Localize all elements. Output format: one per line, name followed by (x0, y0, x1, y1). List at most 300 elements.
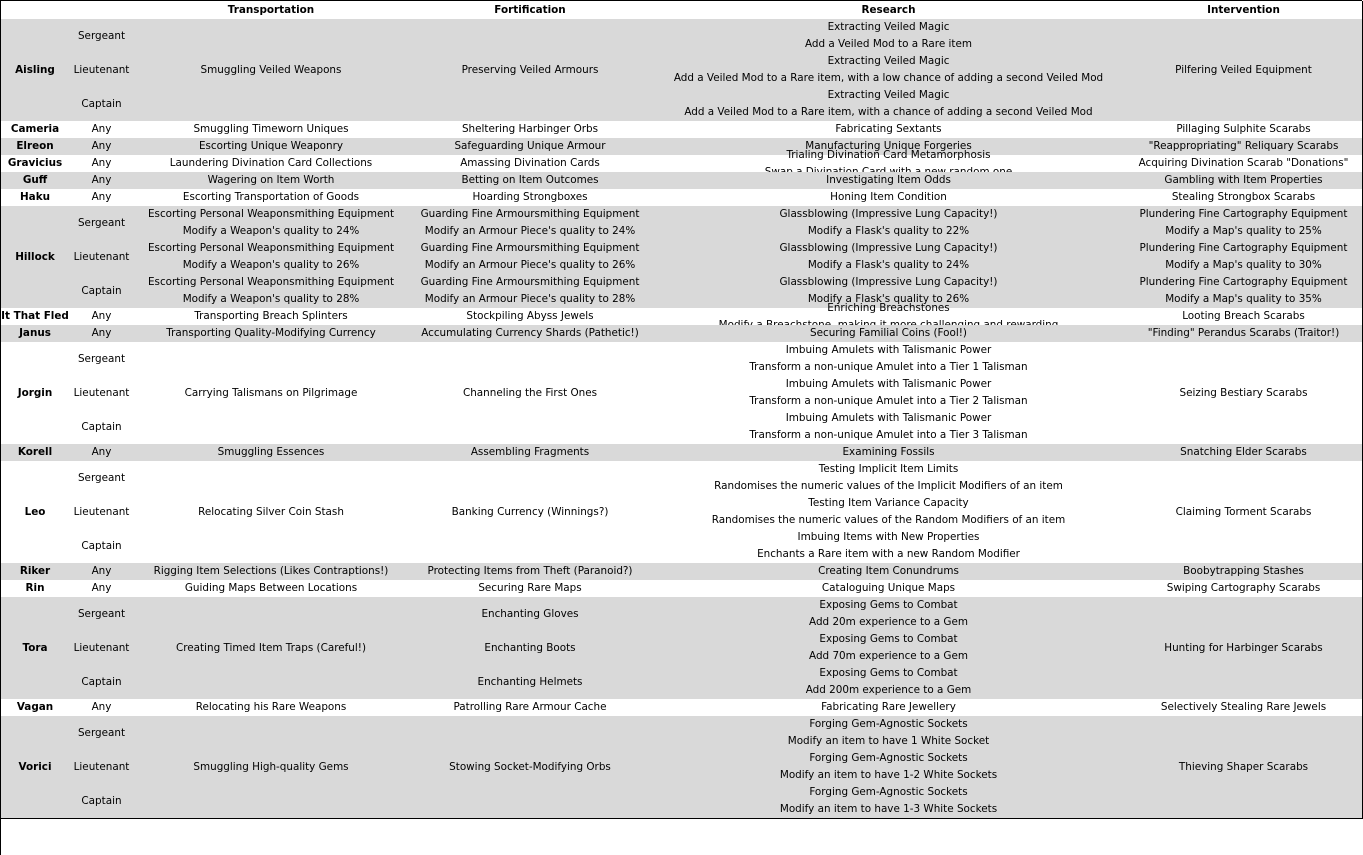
header-transportation-line: Transportation (227, 3, 315, 16)
intervention-text: Plundering Fine Cartography Equipment (1139, 276, 1348, 288)
member-name (1, 342, 70, 445)
transportation-text: Smuggling Veiled Weapons (200, 63, 342, 76)
research-cell (652, 206, 1126, 241)
intervention-cell (1125, 325, 1363, 343)
rank-label (69, 274, 135, 309)
fortification-cell (408, 308, 653, 326)
fortification-text: Modify an Armour Piece's quality to 24% (424, 225, 636, 237)
header-blank (69, 1, 135, 20)
intervention-text: Boobytrapping Stashes (1183, 565, 1304, 577)
research-text: Testing Item Variance Capacity (808, 497, 969, 509)
research-text: Extracting Veiled Magic (827, 89, 950, 101)
intervention-cell (1125, 308, 1363, 326)
rank-label (69, 784, 135, 819)
research-cell (652, 87, 1126, 122)
rank-label-line: Sergeant (77, 726, 126, 739)
rank-label-line: Any (91, 565, 112, 577)
intervention-text: Pilfering Veiled Equipment (1175, 63, 1312, 76)
research-text: Exposing Gems to Combat (819, 667, 958, 679)
rank-label (69, 155, 135, 173)
rank-label-line: Captain (81, 539, 122, 552)
fortification-cell (408, 699, 653, 717)
intervention-cell (1125, 461, 1363, 564)
rank-label-line: Any (91, 327, 112, 339)
rank-label (69, 410, 135, 445)
research-text: Imbuing Amulets with Talismanic Power (785, 378, 992, 390)
intervention-text: Gambling with Item Properties (1164, 174, 1323, 186)
transportation-text: Carrying Talismans on Pilgrimage (184, 386, 358, 399)
rank-label-line: Captain (81, 284, 122, 297)
transportation-text: Escorting Transportation of Goods (182, 191, 360, 203)
fortification-cell (408, 444, 653, 462)
transportation-cell (134, 206, 409, 241)
member-name (1, 716, 70, 819)
rank-label (69, 206, 135, 241)
fortification-text: Modify an Armour Piece's quality to 28% (424, 293, 636, 305)
research-text: Honing Item Condition (830, 191, 947, 203)
research-cell (652, 495, 1126, 530)
fortification-cell (408, 716, 653, 819)
rank-label-line: Any (91, 191, 112, 203)
research-text: Creating Item Conundrums (818, 565, 959, 577)
transportation-cell (134, 342, 409, 445)
rank-label (69, 87, 135, 122)
transportation-text: Creating Timed Item Traps (Careful!) (175, 641, 367, 654)
research-text: Glassblowing (Impressive Lung Capacity!) (779, 208, 998, 220)
rank-label-line: Lieutenant (73, 641, 130, 654)
transportation-text: Relocating his Rare Weapons (195, 701, 347, 713)
member-name (1, 580, 70, 598)
research-cell (652, 325, 1126, 343)
research-text: Modify a Flask's quality to 22% (807, 225, 970, 237)
rank-label-line: Any (91, 310, 112, 322)
intervention-cell (1125, 19, 1363, 122)
rank-label-line: Lieutenant (73, 63, 130, 76)
fortification-text: Stockpiling Abyss Jewels (466, 310, 594, 322)
intervention-text: Acquiring Divination Scarab "Donations" (1138, 157, 1349, 169)
intervention-cell (1125, 597, 1363, 700)
research-text: Modify an item to have 1-3 White Sockets (779, 803, 998, 815)
rank-label (69, 172, 135, 190)
research-text: Investigating Item Odds (826, 174, 951, 186)
intervention-text: Plundering Fine Cartography Equipment (1139, 242, 1348, 254)
member-name (1, 189, 70, 207)
transportation-cell (134, 121, 409, 139)
fortification-cell (408, 580, 653, 598)
intervention-cell (1125, 580, 1363, 598)
rank-label (69, 376, 135, 411)
rank-label (69, 580, 135, 598)
research-text: Randomises the numeric values of the Random Modifiers of an item (711, 514, 1066, 526)
intervention-text: Modify a Map's quality to 35% (1165, 293, 1322, 305)
fortification-cell (408, 325, 653, 343)
fortification-cell (408, 155, 653, 173)
rank-label (69, 665, 135, 700)
fortification-text: Sheltering Harbinger Orbs (461, 123, 599, 135)
fortification-cell (408, 19, 653, 122)
member-name (1, 308, 70, 326)
intervention-cell (1125, 274, 1363, 309)
research-cell (652, 301, 1126, 326)
research-cell (652, 189, 1126, 207)
research-text: Exposing Gems to Combat (819, 633, 958, 645)
research-text: Testing Implicit Item Limits (818, 463, 959, 475)
member-name-line: Guff (22, 174, 48, 186)
header-blank (1, 1, 70, 20)
research-text: Imbuing Items with New Properties (797, 531, 980, 543)
research-text: Add 20m experience to a Gem (809, 616, 968, 628)
rank-label-line: Sergeant (77, 216, 126, 229)
research-text: Add 70m experience to a Gem (809, 650, 968, 662)
research-cell (652, 631, 1126, 666)
rank-label-line: Any (91, 157, 112, 169)
fortification-text: Patrolling Rare Armour Cache (453, 701, 607, 713)
fortification-cell (408, 240, 653, 275)
member-name-line: It That Fled (1, 310, 69, 322)
intervention-cell (1125, 206, 1363, 241)
research-cell (652, 580, 1126, 598)
intervention-text: Selectively Stealing Rare Jewels (1160, 701, 1327, 713)
rank-label-line: Captain (81, 420, 122, 433)
research-text: Extracting Veiled Magic (827, 55, 950, 67)
research-text: Modify a Flask's quality to 26% (807, 293, 970, 305)
fortification-cell (408, 597, 653, 632)
research-cell (652, 699, 1126, 717)
research-text: Enriching Breachstones (827, 301, 950, 314)
transportation-text: Transporting Quality-Modifying Currency (166, 327, 376, 339)
intervention-text: Hunting for Harbinger Scarabs (1164, 641, 1323, 654)
fortification-text: Securing Rare Maps (478, 582, 582, 594)
fortification-text: Channeling the First Ones (462, 386, 598, 399)
fortification-cell (408, 274, 653, 309)
fortification-text: Enchanting Gloves (481, 607, 579, 620)
intervention-cell (1125, 563, 1363, 581)
fortification-cell (408, 189, 653, 207)
intervention-text: Thieving Shaper Scarabs (1178, 760, 1309, 773)
rank-label-line: Sergeant (77, 607, 126, 620)
member-name (1, 563, 70, 581)
research-cell (652, 172, 1126, 190)
research-text: Exposing Gems to Combat (819, 599, 958, 611)
rank-label-line: Captain (81, 675, 122, 688)
fortification-text: Enchanting Boots (484, 641, 576, 654)
research-cell (652, 750, 1126, 785)
rank-label (69, 495, 135, 530)
research-cell (652, 784, 1126, 819)
member-name-line: Leo (24, 505, 46, 518)
research-text: Enchants a Rare item with a new Random Modifier (757, 548, 1020, 560)
header-research-line: Research (861, 3, 916, 16)
intervention-cell (1125, 121, 1363, 139)
fortification-text: Stowing Socket-Modifying Orbs (449, 760, 611, 773)
research-text: Add a Veiled Mod to a Rare item, with a chance of adding a second Veiled Mod (684, 106, 1093, 118)
transportation-text: Modify a Weapon's quality to 28% (182, 293, 360, 305)
research-cell (652, 19, 1126, 54)
intervention-text: Looting Breach Scarabs (1182, 310, 1305, 322)
intervention-cell (1125, 240, 1363, 275)
member-name-line: Elreon (16, 140, 54, 152)
member-name (1, 155, 70, 173)
fortification-text: Guarding Fine Armoursmithing Equipment (420, 208, 640, 220)
fortification-cell (408, 461, 653, 564)
intervention-text: "Reappropriating" Reliquary Scarabs (1148, 140, 1339, 152)
research-text: Glassblowing (Impressive Lung Capacity!) (779, 276, 998, 288)
rank-label-line: Lieutenant (73, 250, 130, 263)
member-name (1, 206, 70, 309)
research-text: Imbuing Amulets with Talismanic Power (785, 344, 992, 356)
research-text: Imbuing Amulets with Talismanic Power (785, 412, 992, 424)
rank-label-line: Any (91, 123, 112, 135)
intervention-text: Stealing Strongbox Scarabs (1171, 191, 1316, 203)
transportation-cell (134, 580, 409, 598)
transportation-cell (134, 461, 409, 564)
transportation-cell (134, 716, 409, 819)
transportation-cell (134, 189, 409, 207)
rank-label-line: Lieutenant (73, 505, 130, 518)
research-cell (652, 597, 1126, 632)
research-text: Randomises the numeric values of the Implicit Modifiers of an item (714, 480, 1063, 492)
member-name (1, 138, 70, 156)
intervention-text: Snatching Elder Scarabs (1180, 446, 1307, 458)
transportation-text: Modify a Weapon's quality to 24% (182, 225, 360, 237)
member-name (1, 19, 70, 122)
research-text: Transform a non-unique Amulet into a Tier 1 Talisman (749, 361, 1028, 373)
intervention-cell (1125, 138, 1363, 156)
rank-label-line: Any (91, 174, 112, 186)
member-name-line: Jorgin (17, 386, 53, 399)
transportation-cell (134, 240, 409, 275)
rank-label-line: Any (91, 701, 112, 713)
research-text: Fabricating Rare Jewellery (821, 701, 956, 713)
transportation-text: Relocating Silver Coin Stash (198, 505, 344, 518)
transportation-cell (134, 597, 409, 700)
fortification-cell (408, 172, 653, 190)
research-cell (652, 410, 1126, 445)
fortification-text: Amassing Divination Cards (460, 157, 600, 169)
research-text: Add 200m experience to a Gem (805, 684, 972, 696)
header-transportation (134, 1, 409, 20)
intervention-text: Claiming Torment Scarabs (1175, 505, 1312, 518)
research-text: Forging Gem-Agnostic Sockets (809, 786, 968, 798)
transportation-text: Guiding Maps Between Locations (184, 582, 358, 594)
transportation-text: Escorting Personal Weaponsmithing Equipment (147, 208, 395, 220)
rank-label-line: Any (91, 582, 112, 594)
rank-label (69, 19, 135, 54)
transportation-text: Rigging Item Selections (Likes Contraptions!) (153, 565, 389, 577)
research-cell (652, 529, 1126, 564)
header-fortification (408, 1, 653, 20)
rank-label (69, 342, 135, 377)
intervention-text: Plundering Fine Cartography Equipment (1139, 208, 1348, 220)
header-research (652, 1, 1126, 20)
research-text: Securing Familial Coins (Fool!) (810, 327, 967, 339)
fortification-cell (408, 342, 653, 445)
transportation-cell (134, 308, 409, 326)
rank-label-line: Lieutenant (73, 760, 130, 773)
transportation-text: Wagering on Item Worth (207, 174, 335, 186)
member-name-line: Janus (19, 327, 51, 339)
fortification-cell (408, 206, 653, 241)
intervention-cell (1125, 444, 1363, 462)
fortification-cell (408, 631, 653, 666)
research-text: Trialing Divination Card Metamorphosis (786, 148, 991, 161)
intervention-cell (1125, 172, 1363, 190)
transportation-cell (134, 444, 409, 462)
member-name-line: Gravicius (7, 157, 63, 169)
member-name-line: Riker (19, 565, 51, 577)
transportation-cell (134, 274, 409, 309)
fortification-cell (408, 563, 653, 581)
member-name (1, 325, 70, 343)
fortification-text: Safeguarding Unique Armour (454, 140, 606, 152)
rank-label (69, 444, 135, 462)
member-name-line: Vagan (16, 701, 54, 713)
rank-label (69, 121, 135, 139)
member-name-line: Haku (19, 191, 50, 203)
rank-label-line: Lieutenant (73, 386, 130, 399)
member-name (1, 461, 70, 564)
research-text: Fabricating Sextants (835, 123, 942, 135)
rank-label (69, 325, 135, 343)
transportation-text: Escorting Personal Weaponsmithing Equipment (147, 276, 395, 288)
rank-label-line: Sergeant (77, 352, 126, 365)
intervention-text: Swiping Cartography Scarabs (1166, 582, 1321, 594)
intervention-cell (1125, 189, 1363, 207)
intervention-cell (1125, 155, 1363, 173)
transportation-cell (134, 155, 409, 173)
transportation-cell (134, 699, 409, 717)
transportation-cell (134, 138, 409, 156)
intervention-text: Modify a Map's quality to 30% (1165, 259, 1322, 271)
member-name (1, 597, 70, 700)
rank-label (69, 529, 135, 564)
header-fortification-line: Fortification (494, 3, 566, 16)
member-name-line: Rin (25, 582, 45, 594)
fortification-text: Modify an Armour Piece's quality to 26% (424, 259, 636, 271)
research-cell (652, 716, 1126, 751)
fortification-text: Hoarding Strongboxes (472, 191, 588, 203)
member-name-line: Tora (22, 641, 48, 654)
research-text: Modify an item to have 1 White Socket (787, 735, 990, 747)
rank-label (69, 138, 135, 156)
rank-label (69, 597, 135, 632)
transportation-text: Smuggling High-quality Gems (193, 760, 349, 773)
research-text: Examining Fossils (842, 446, 935, 458)
member-name (1, 121, 70, 139)
transportation-text: Modify a Weapon's quality to 26% (182, 259, 360, 271)
fortification-text: Enchanting Helmets (477, 675, 583, 688)
research-text: Add a Veiled Mod to a Rare item, with a low chance of adding a second Veiled Mod (673, 72, 1104, 84)
member-name-line: Hillock (15, 250, 55, 263)
research-text: Manufacturing Unique Forgeries (805, 140, 972, 152)
fortification-cell (408, 138, 653, 156)
intervention-text: Seizing Bestiary Scarabs (1179, 386, 1308, 399)
intervention-text: "Finding" Perandus Scarabs (Traitor!) (1147, 327, 1340, 339)
fortification-text: Banking Currency (Winnings?) (451, 505, 609, 518)
research-text: Modify a Flask's quality to 24% (807, 259, 970, 271)
transportation-cell (134, 19, 409, 122)
rank-label-line: Sergeant (77, 471, 126, 484)
rank-label-line: Captain (81, 97, 122, 110)
rank-label (69, 563, 135, 581)
research-text: Transform a non-unique Amulet into a Tier 3 Talisman (749, 429, 1028, 441)
rank-label (69, 631, 135, 666)
intervention-cell (1125, 342, 1363, 445)
member-name-line: Cameria (10, 123, 60, 135)
transportation-text: Transporting Breach Splinters (194, 310, 348, 322)
research-cell (652, 444, 1126, 462)
research-text: Glassblowing (Impressive Lung Capacity!) (779, 242, 998, 254)
rank-label (69, 716, 135, 751)
rank-label-line: Any (91, 140, 112, 152)
fortification-text: Guarding Fine Armoursmithing Equipment (420, 242, 640, 254)
research-cell (652, 121, 1126, 139)
fortification-text: Assembling Fragments (470, 446, 590, 458)
member-name (1, 172, 70, 190)
research-text: Extracting Veiled Magic (827, 21, 950, 33)
transportation-cell (134, 325, 409, 343)
fortification-text: Betting on Item Outcomes (461, 174, 599, 186)
rank-label-line: Any (91, 446, 112, 458)
rank-label (69, 461, 135, 496)
research-text: Modify an item to have 1-2 White Sockets (779, 769, 998, 781)
transportation-text: Smuggling Timeworn Uniques (193, 123, 349, 135)
rank-label (69, 240, 135, 275)
rank-label-line: Captain (81, 794, 122, 807)
intervention-cell (1125, 716, 1363, 819)
fortification-text: Guarding Fine Armoursmithing Equipment (420, 276, 640, 288)
member-name-line: Aisling (15, 63, 55, 76)
research-text: Transform a non-unique Amulet into a Tier 2 Talisman (749, 395, 1028, 407)
research-text: Cataloguing Unique Maps (821, 582, 956, 594)
research-cell (652, 148, 1126, 173)
header-intervention-line: Intervention (1207, 3, 1280, 16)
rank-label (69, 53, 135, 88)
rank-label (69, 308, 135, 326)
transportation-cell (134, 172, 409, 190)
fortification-text: Preserving Veiled Armours (461, 63, 599, 76)
transportation-cell (134, 563, 409, 581)
research-cell (652, 53, 1126, 88)
member-name-line: Korell (17, 446, 53, 458)
rank-label (69, 750, 135, 785)
research-cell (652, 461, 1126, 496)
rank-label (69, 189, 135, 207)
member-name-line: Vorici (18, 760, 52, 773)
fortification-text: Accumulating Currency Shards (Pathetic!) (421, 327, 639, 339)
rank-label (69, 699, 135, 717)
intervention-text: Pillaging Sulphite Scarabs (1176, 123, 1311, 135)
research-cell (652, 665, 1126, 700)
fortification-text: Protecting Items from Theft (Paranoid?) (427, 565, 633, 577)
fortification-cell (408, 665, 653, 700)
transportation-text: Smuggling Essences (217, 446, 325, 458)
research-cell (652, 342, 1126, 377)
rank-label-line: Sergeant (77, 29, 126, 42)
research-cell (652, 563, 1126, 581)
research-text: Forging Gem-Agnostic Sockets (809, 718, 968, 730)
header-intervention (1125, 1, 1363, 20)
transportation-text: Laundering Divination Card Collections (169, 157, 373, 169)
research-text: Add a Veiled Mod to a Rare item (804, 38, 973, 50)
intervention-cell (1125, 699, 1363, 717)
member-name (1, 444, 70, 462)
transportation-text: Escorting Personal Weaponsmithing Equipment (147, 242, 395, 254)
member-name (1, 699, 70, 717)
research-text: Forging Gem-Agnostic Sockets (809, 752, 968, 764)
research-cell (652, 376, 1126, 411)
transportation-text: Escorting Unique Weaponry (198, 140, 344, 152)
